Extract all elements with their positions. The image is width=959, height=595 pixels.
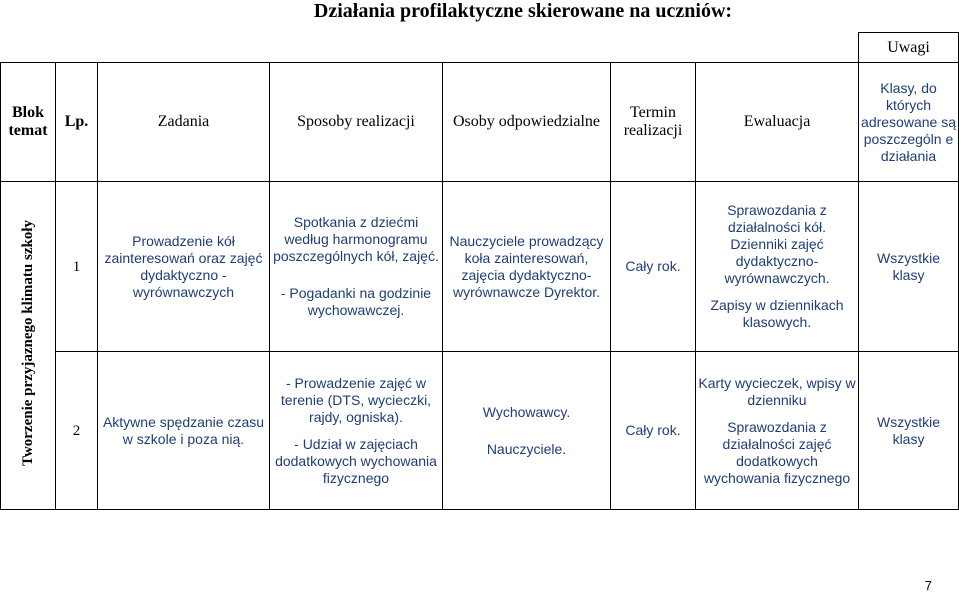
header-klasy: Klasy, do których adresowane są poszczególn e działania — [859, 63, 959, 182]
row-termin: Cały rok. — [611, 182, 696, 352]
row-klasy: Wszystkie klasy — [859, 182, 959, 352]
block-theme: Tworzenie przyjaznego klimatu szkoły — [20, 220, 36, 466]
page-number: 7 — [924, 578, 932, 593]
osoby-item: Nauczyciele. — [486, 440, 567, 457]
row-ewaluacja — [696, 352, 859, 510]
header-uwagi: Uwagi — [859, 33, 959, 63]
row-termin: Cały rok. — [611, 352, 696, 510]
header-osoby: Osoby odpowiedzialne — [443, 63, 611, 182]
header-zadania: Zadania — [98, 63, 270, 182]
header-ewaluacja: Ewaluacja — [696, 63, 859, 182]
sposoby-item: - Udział w zajęciach dodatkowych wychowania fizycznego — [275, 435, 437, 486]
row-klasy: Wszystkie klasy — [859, 352, 959, 510]
page-title: Działania profilaktyczne skierowane na uczniów: — [313, 0, 733, 22]
header-sposoby: Sposoby realizacji — [270, 63, 443, 182]
ewaluacja-item: Sprawozdania z działalności kół. Dzienniki zajęć dydaktyczno-wyrównawczych. — [724, 202, 830, 286]
osoby-item: Wychowawcy. — [482, 403, 571, 420]
sposoby-item: - Pogadanki na godzinie wychowawczej. — [280, 285, 432, 318]
sposoby-item: Spotkania z dziećmi według harmonogramu poszczególnych kół, zajęć. — [273, 214, 439, 264]
prevention-actions-table — [0, 32, 959, 510]
row-sposoby — [270, 182, 443, 352]
row-lp: 1 — [56, 182, 98, 352]
block-theme-cell — [1, 182, 56, 510]
sposoby-item: - Prowadzenie zajęć w terenie (DTS, wycieczki, rajdy, ogniska). — [280, 374, 432, 425]
header-termin: Termin realizacji — [611, 63, 696, 182]
table-row — [1, 182, 959, 352]
row-sposoby — [270, 352, 443, 510]
ewaluacja-item: Sprawozdania z działalności zajęć dodatkowych wychowania fizycznego — [703, 418, 851, 486]
table-row — [1, 352, 959, 510]
row-osoby — [443, 352, 611, 510]
row-ewaluacja — [696, 182, 859, 352]
row-osoby: Nauczyciele prowadzący koła zainteresowań, zajęcia dydaktyczno-wyrównawcze Dyrektor. — [443, 182, 611, 352]
row-zadania: Aktywne spędzanie czasu w szkole i poza nią. — [98, 352, 270, 510]
ewaluacja-item: Karty wycieczek, wpisy w dzienniku — [698, 374, 856, 408]
row-zadania: Prowadzenie kół zainteresowań oraz zajęć dydaktyczno - wyrównawczych — [98, 182, 270, 352]
ewaluacja-item: Zapisy w dziennikach klasowych. — [710, 297, 844, 330]
row-lp: 2 — [56, 352, 98, 510]
header-blok-temat: Blok temat — [1, 63, 56, 182]
header-lp: Lp. — [56, 63, 98, 182]
